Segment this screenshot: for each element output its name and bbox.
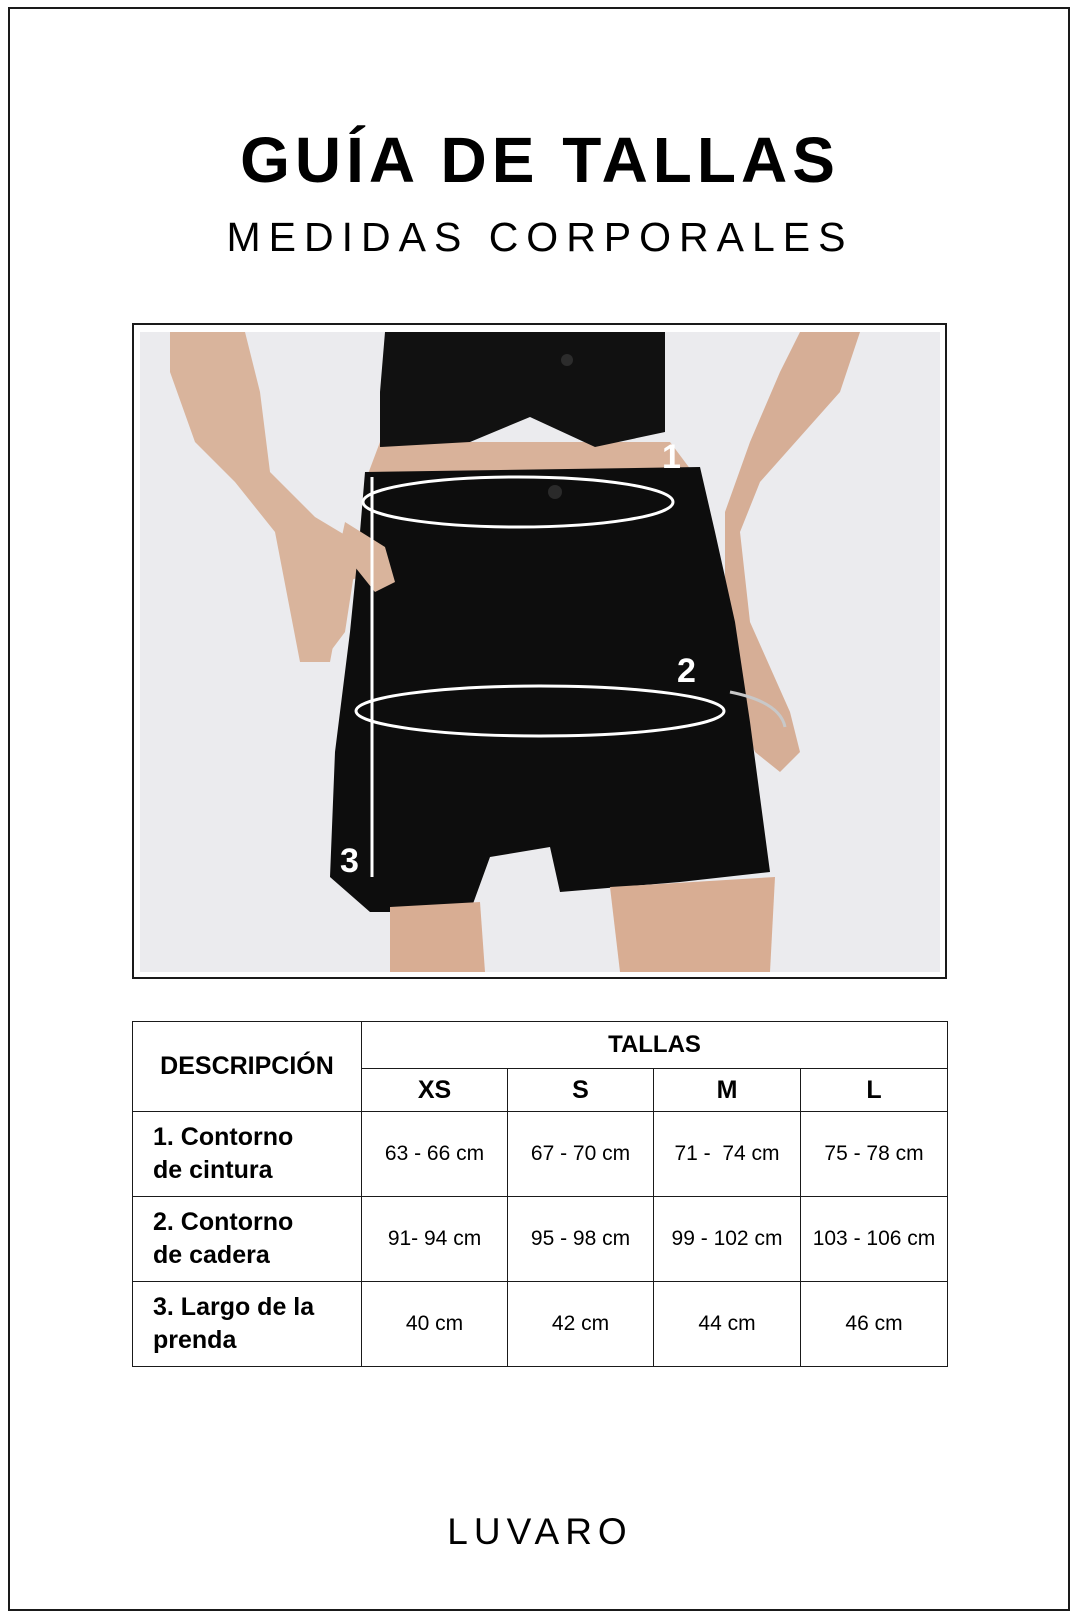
table-cell: 44 cm [654, 1282, 801, 1367]
table-cell: 91- 94 cm [362, 1197, 508, 1282]
row-label-line2: prenda [153, 1326, 237, 1354]
table-row [133, 1282, 948, 1367]
marker-3: 3 [340, 842, 359, 880]
description-header: DESCRIPCIÓN [133, 1022, 362, 1112]
row-label-line2: de cintura [153, 1156, 273, 1184]
brand-logo: LUVARO [447, 1511, 633, 1552]
marker-2: 2 [677, 652, 696, 690]
row-label-line2: de cadera [153, 1241, 270, 1269]
page-subtitle: MEDIDAS CORPORALES [226, 214, 854, 260]
table-cell: 75 - 78 cm [801, 1112, 948, 1197]
table-cell: 95 - 98 cm [508, 1197, 654, 1282]
table-cell: 67 - 70 cm [508, 1112, 654, 1197]
table-cell: 103 - 106 cm [801, 1197, 948, 1282]
measurement-photo [132, 323, 947, 979]
table-cell: 46 cm [801, 1282, 948, 1367]
row-label-length [133, 1282, 362, 1367]
size-chart-table [132, 1021, 948, 1367]
table-cell: 63 - 66 cm [362, 1112, 508, 1197]
row-label-line1: 1. Contorno [153, 1123, 294, 1151]
row-label-line1: 3. Largo de la [153, 1293, 315, 1321]
table-cell: 42 cm [508, 1282, 654, 1367]
table-row [133, 1112, 948, 1197]
page-title: GUÍA DE TALLAS [240, 124, 840, 196]
size-header-xs: XS [362, 1069, 508, 1112]
table-cell: 99 - 102 cm [654, 1197, 801, 1282]
row-label-line1: 2. Contorno [153, 1208, 294, 1236]
sizes-header: TALLAS [362, 1022, 948, 1069]
table-cell: 71 - 74 cm [654, 1112, 801, 1197]
row-label-hip [133, 1197, 362, 1282]
size-header-l: L [801, 1069, 948, 1112]
marker-1: 1 [662, 438, 681, 476]
row-label-waist [133, 1112, 362, 1197]
table-row [133, 1197, 948, 1282]
size-header-s: S [508, 1069, 654, 1112]
size-header-m: M [654, 1069, 801, 1112]
shorts-measurement-photo-icon [140, 332, 940, 972]
table-cell: 40 cm [362, 1282, 508, 1367]
